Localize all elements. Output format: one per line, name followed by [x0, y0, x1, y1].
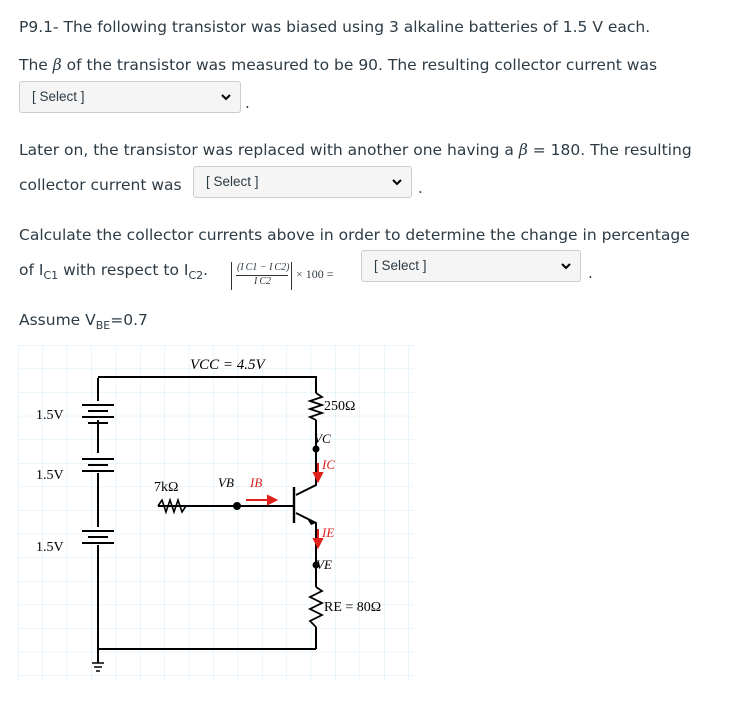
- formula-denominator: I C2: [254, 276, 272, 287]
- chevron-down-icon: [560, 260, 572, 272]
- select-3-value: [ Select ]: [374, 258, 427, 273]
- chevron-down-icon: [391, 176, 403, 188]
- ie-label: IE: [322, 525, 335, 540]
- collector-current-select-1[interactable]: [19, 81, 241, 113]
- vb-node: [233, 502, 241, 510]
- text-replaced: Later on, the transistor was replaced with another one having a: [19, 141, 519, 159]
- question-line-1: P9.1- The following transistor was biased using 3 alkaline batteries of 1.5 V each.: [19, 18, 651, 36]
- battery-label-3: 1.5V: [36, 540, 64, 555]
- ic-label: IC: [322, 457, 335, 472]
- chevron-down-icon: [220, 91, 232, 103]
- text-beta-180: = 180. The resulting: [527, 141, 692, 159]
- ic1-subscript: C1: [43, 269, 59, 283]
- vcc-label: VCC = 4.5V: [190, 357, 265, 373]
- ib-label: IB: [250, 475, 263, 490]
- formula-times-100: × 100 =: [296, 267, 334, 281]
- question-line-5: Calculate the collector currents above in order to determine the change in percentage: [19, 226, 690, 244]
- collector-current-select-2[interactable]: [193, 166, 412, 198]
- beta-symbol: β: [52, 56, 62, 74]
- battery-label-2: 1.5V: [36, 468, 64, 483]
- vb-label: VB: [218, 475, 234, 490]
- assume-vbe: [19, 311, 148, 332]
- text-with-respect: with respect to I: [58, 261, 189, 279]
- transistor-circuit-diagram: [18, 345, 418, 690]
- rb-label: 7kΩ: [154, 480, 179, 495]
- vc-label: VC: [314, 431, 331, 446]
- text-period: .: [203, 261, 209, 279]
- text-vbe-value: =0.7: [110, 311, 148, 329]
- period-1: .: [245, 94, 250, 112]
- period-2: .: [418, 179, 423, 197]
- vbe-subscript: BE: [95, 319, 111, 333]
- ic2-subscript: C2: [188, 269, 204, 283]
- text-assume: Assume V: [19, 311, 96, 329]
- question-line-4: collector current was: [19, 176, 182, 194]
- formula-numerator: (I C1 − I C2): [237, 262, 290, 273]
- percent-change-select[interactable]: [361, 250, 581, 282]
- select-1-value: [ Select ]: [32, 89, 85, 104]
- question-line-6: [19, 261, 208, 282]
- rc-label: 250Ω: [324, 399, 356, 414]
- vc-node: [313, 446, 320, 453]
- period-3: .: [588, 264, 593, 282]
- question-line-2: [19, 56, 657, 74]
- select-2-value: [ Select ]: [206, 174, 259, 189]
- re-label: RE = 80Ω: [324, 600, 382, 615]
- text-the: The: [19, 56, 53, 74]
- battery-label-1: 1.5V: [36, 408, 64, 423]
- beta-symbol-2: β: [518, 141, 528, 159]
- text-beta-measured: of the transistor was measured to be 90. The resulting collector current was: [61, 56, 658, 74]
- grid-background: [18, 345, 414, 680]
- question-line-3: [19, 141, 692, 159]
- ve-label: VE: [316, 557, 332, 572]
- text-of-ic: of I: [19, 261, 44, 279]
